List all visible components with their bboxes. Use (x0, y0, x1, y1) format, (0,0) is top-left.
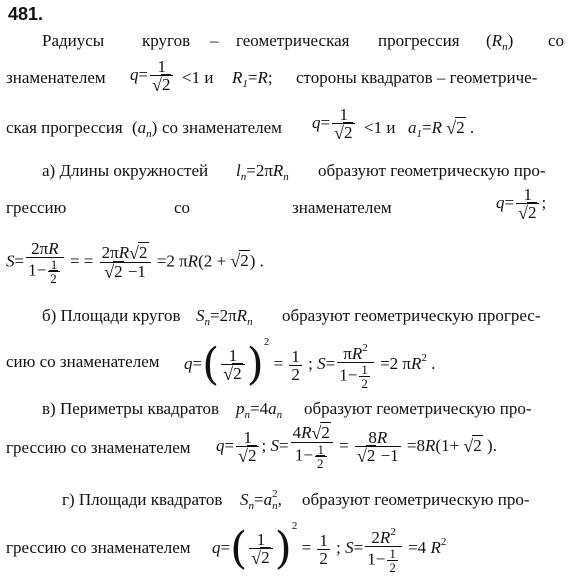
part-a-line-2: грессию со знаменателем q= $\frac{1}{√2}$ ; (6, 185, 547, 223)
part-g-line-2: грессию со знаменателем q=( $\frac{1}{√2}$ )$^2$ = $\frac{1}{2}$ ; S= $2R^2$ 1− $\frac{1}{2}$ =4 $R^2$ (6, 520, 447, 576)
intro-line-3: ская прогрессия $(a_n)$ со знаменателем q= $\frac{1}{√2}$ <1 и $a_1=R$ √2 . (6, 105, 475, 143)
part-v-line-2: грессию со знаменателем q= $\frac{1}{√2}$ ; S= 4R√2 1− $\frac{1}{2}$ = $\frac{8R}{√2 -1}$ =8R(1+ √2 ). (6, 423, 497, 471)
formula-q2: q= $\frac{1}{√2}$ (312, 106, 357, 142)
part-b-line-2: сию со знаменателем q=( $\frac{1}{√2}$ )$^2$ = $\frac{1}{2}$ ; S= $\pi R^2$ 1− $\frac{1}{2}$ =2 $\pi R^2$ . (6, 336, 436, 392)
formula-q-a: q= $\frac{1}{√2}$ ; (496, 185, 547, 223)
problem-number: 481. (8, 4, 44, 24)
formula-q1: q= $\frac{1}{√2}$ (130, 58, 175, 94)
intro-line-2: знаменателем q= $\frac{1}{√2}$ <1 и $R_1=R$; стороны квадратов – геометриче- (6, 57, 538, 95)
part-a-sum-formula: S= 2πR 1− $\frac{1}{2}$ = = $\frac{2\pi R√2}{√2 -1}$ =2 πR(2 + √2) . (6, 239, 264, 286)
solution-page: 481. Радиусы кругов – геометрическая прогрессия $(R_n)$ со знаменателем q= $\frac{1}{√2}$ <1 и $R_1=R$; стороны квадратов – геометриче- ская прогрессия $(a_n)$ со знаменателем q= $\frac{1}{√2}$ <1 и $a_1=R$ √2 . а) Длины окружностей $l_n=2\pi R_n$ образуют геометрическую про- грессию со знаменателем q= $\frac{1}{√2}$ ; S= 2πR 1− $\frac{1}{2}$ = = $\frac{2\pi R√2}{√2 -1}$ =2 πR(2 + √2) . б) Площади кругов $S_n=2\pi R_n$ образуют геометрическую прогрес- сию со знаменателем q=( $\frac{1}{√2}$ )$^2$ = $\frac{1}{2}$ ; S= $\pi R^2$ 1− $\frac{1}{2}$ =2 $\pi R^2$ . в) Периметры квадратов $p_n=4a_n$ образуют геометрическую про- грессию со знаменателем q= $\frac{1}{√2}$ ; S= 4R√2 1− $\frac{1}{2}$ = $\frac{8R}{√2 -1}$ =8R(1+ √2 ). г) Площади квадратов $S_n=a$ 2 $_n$, образуют геометрическую про- грессию со знаменателем q=( $\frac{1}{√2}$ )$^2$ = $\frac{1}{2}$ ; S= $2R^2$ 1− $\frac{1}{2}$ =4 $R^2$ (0, 0, 586, 588)
